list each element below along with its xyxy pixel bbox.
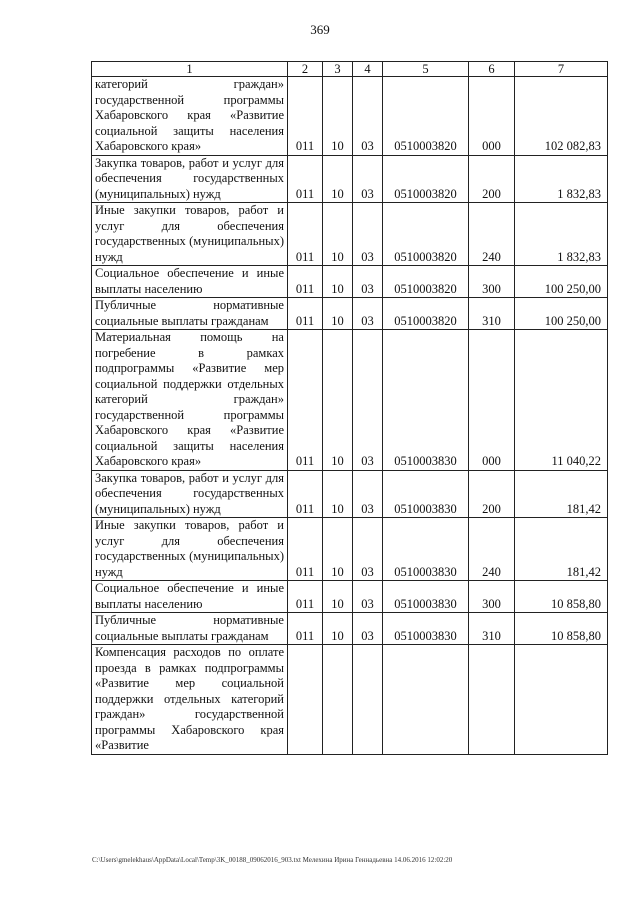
amount: 10 858,80	[515, 581, 608, 613]
section-code: 10	[323, 470, 353, 518]
expense-type-code: 310	[469, 298, 515, 330]
table-row	[92, 470, 608, 518]
row-description: Иные закупки товаров, работ и услуг для обеспечения государственных (муниципальных) нужд	[92, 518, 288, 581]
section-code: 10	[323, 613, 353, 645]
table-row	[92, 203, 608, 266]
row-description: Закупка товаров, работ и услуг для обеспечения государственных (муниципальных) нужд	[92, 470, 288, 518]
expense-type-code: 000	[469, 330, 515, 471]
amount: 1 832,83	[515, 203, 608, 266]
row-description: категорий граждан» государственной программы Хабаровского края «Развитие социальной защиты населения Хабаровского края»	[92, 77, 288, 156]
target-article-code: 0510003820	[383, 77, 469, 156]
target-article-code: 0510003820	[383, 203, 469, 266]
subsection-code: 03	[353, 203, 383, 266]
row-description: Публичные нормативные социальные выплаты гражданам	[92, 298, 288, 330]
amount: 100 250,00	[515, 266, 608, 298]
subsection-code: 03	[353, 581, 383, 613]
subsection-code: 03	[353, 266, 383, 298]
section-code: 10	[323, 203, 353, 266]
section-code: 10	[323, 266, 353, 298]
amount: 181,42	[515, 518, 608, 581]
row-description: Материальная помощь на погребение в рамках подпрограммы «Развитие мер социальной поддержки отдельных категорий граждан» государственной программы Хабаровского края «Развитие социальной защиты населения Хабаровского края»	[92, 330, 288, 471]
section-code: 10	[323, 298, 353, 330]
subsection-code: 03	[353, 77, 383, 156]
target-article-code: 0510003830	[383, 330, 469, 471]
row-description: Социальное обеспечение и иные выплаты населению	[92, 266, 288, 298]
ministry-code: 011	[288, 77, 323, 156]
target-article-code: 0510003830	[383, 518, 469, 581]
expense-type-code: 240	[469, 203, 515, 266]
ministry-code: 011	[288, 203, 323, 266]
table-row	[92, 266, 608, 298]
budget-table	[91, 61, 608, 755]
ministry-code	[288, 645, 323, 755]
section-code	[323, 645, 353, 755]
table-row	[92, 613, 608, 645]
ministry-code: 011	[288, 470, 323, 518]
table-row	[92, 298, 608, 330]
table-row	[92, 330, 608, 471]
subsection-code: 03	[353, 613, 383, 645]
column-header: 7	[515, 62, 608, 77]
expense-type-code: 000	[469, 77, 515, 156]
ministry-code: 011	[288, 613, 323, 645]
ministry-code: 011	[288, 155, 323, 203]
row-description: Публичные нормативные социальные выплаты гражданам	[92, 613, 288, 645]
row-description: Иные закупки товаров, работ и услуг для обеспечения государственных (муниципальных) нужд	[92, 203, 288, 266]
subsection-code: 03	[353, 470, 383, 518]
table-row	[92, 581, 608, 613]
table-row	[92, 77, 608, 156]
subsection-code: 03	[353, 518, 383, 581]
table-row	[92, 155, 608, 203]
target-article-code: 0510003820	[383, 155, 469, 203]
section-code: 10	[323, 518, 353, 581]
target-article-code: 0510003830	[383, 581, 469, 613]
target-article-code	[383, 645, 469, 755]
row-description: Социальное обеспечение и иные выплаты населению	[92, 581, 288, 613]
target-article-code: 0510003820	[383, 298, 469, 330]
expense-type-code: 200	[469, 155, 515, 203]
section-code: 10	[323, 77, 353, 156]
amount: 1 832,83	[515, 155, 608, 203]
column-header: 2	[288, 62, 323, 77]
target-article-code: 0510003830	[383, 613, 469, 645]
ministry-code: 011	[288, 581, 323, 613]
column-header: 5	[383, 62, 469, 77]
expense-type-code: 300	[469, 266, 515, 298]
ministry-code: 011	[288, 266, 323, 298]
ministry-code: 011	[288, 298, 323, 330]
amount	[515, 645, 608, 755]
subsection-code: 03	[353, 298, 383, 330]
amount: 102 082,83	[515, 77, 608, 156]
expense-type-code: 200	[469, 470, 515, 518]
expense-type-code: 240	[469, 518, 515, 581]
amount: 10 858,80	[515, 613, 608, 645]
expense-type-code: 300	[469, 581, 515, 613]
table-row	[92, 518, 608, 581]
expense-type-code: 310	[469, 613, 515, 645]
ministry-code: 011	[288, 330, 323, 471]
column-header: 4	[353, 62, 383, 77]
subsection-code: 03	[353, 155, 383, 203]
expense-type-code	[469, 645, 515, 755]
section-code: 10	[323, 581, 353, 613]
ministry-code: 011	[288, 518, 323, 581]
column-header: 6	[469, 62, 515, 77]
row-description: Компенсация расходов по оплате проезда в рамках подпрограммы «Развитие мер социальной поддержки отдельных категорий граждан» государственной программы Хабаровского края «Развитие	[92, 645, 288, 755]
column-header: 3	[323, 62, 353, 77]
section-code: 10	[323, 330, 353, 471]
column-header: 1	[92, 62, 288, 77]
subsection-code	[353, 645, 383, 755]
subsection-code: 03	[353, 330, 383, 471]
amount: 11 040,22	[515, 330, 608, 471]
target-article-code: 0510003820	[383, 266, 469, 298]
amount: 181,42	[515, 470, 608, 518]
footer-file-path: C:\Users\gmelekhaus\AppData\Local\Temp\3K_00188_09062016_903.txt Мелехина Ирина Геннадьевна 14.06.2016 12:02:20	[92, 856, 453, 864]
amount: 100 250,00	[515, 298, 608, 330]
target-article-code: 0510003830	[383, 470, 469, 518]
row-description: Закупка товаров, работ и услуг для обеспечения государственных (муниципальных) нужд	[92, 155, 288, 203]
section-code: 10	[323, 155, 353, 203]
page-number: 369	[310, 22, 330, 37]
table-header-row	[92, 62, 608, 77]
table-row	[92, 645, 608, 755]
